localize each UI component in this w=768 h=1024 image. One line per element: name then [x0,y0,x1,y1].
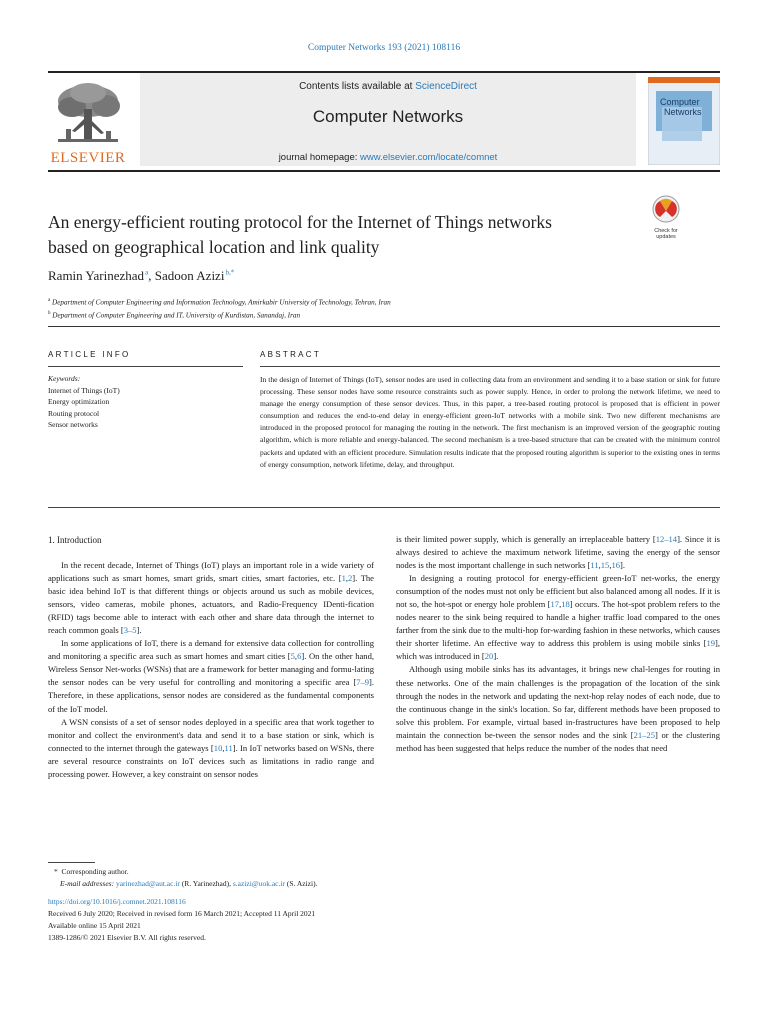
citation-link[interactable]: 20 [484,651,494,662]
citation-link[interactable]: 7–9 [356,677,370,688]
author-list [48,268,234,284]
email-link-1[interactable]: yarinezhad@aut.ac.ir [115,879,180,888]
paragraph-text: Although using mobile sinks has its advantages, it brings new chal-lenges for routing in these networks. One of the main challenges is the propagation of the location of the sink through the nodes in the network and updating the next-hop relay nodes of each node, due to the continuous change in the sink's location. So far, different methods have been proposed to solve this problem. For example, virtual based in-frastructures have been proposed to help maintain the connection be-tween the sensor nodes and the sink [ [396,664,720,740]
keywords-block [48,373,120,431]
citation-link[interactable]: 19 [706,638,716,649]
check-updates-icon [652,195,680,223]
body-paragraph [48,637,374,715]
paragraph-text: ]. In IoT networks based on WSNs, there are several resource constraints on IoT devices such as limitations in radio range and processing power. However, a key constraint on sensor nodes [48,742,374,779]
article-title [48,210,638,260]
section-heading-introduction: 1. Introduction [48,535,102,545]
check-label-line2: updates [656,234,676,240]
corresponding-author-note: * Corresponding author. [54,867,129,876]
publisher-wordmark: ELSEVIER [50,150,126,166]
citation-link[interactable]: 18 [561,599,570,610]
paragraph-text: ]. The basic idea behind IoT is that different things or objects around us such as mobile devices, sensors, video cameras, mobile phones, actuators, and Radio-Frequency IDenti-fication (RFID) tags become able to interact with each other and share data through the internet to reach common goals [ [48,573,374,636]
affiliation-item [48,295,391,308]
article-title-line1: An energy-efficient routing protocol for the Internet of Things networks [48,212,552,232]
paragraph-text: ]. Since it is always desired to achieve the maximum network lifetime, saving the energy of the sensor nodes is the most important challenge in such networks [ [396,534,720,571]
citation-link[interactable]: 5 [290,651,295,662]
header-divider [48,326,720,327]
citation-link[interactable]: 10 [213,742,223,753]
article-info-divider [48,366,243,367]
citation-link[interactable]: 17 [550,599,560,610]
email-label: E-mail addresses: [60,879,115,888]
abstract-bottom-divider [48,507,720,508]
check-for-updates-label [646,228,686,240]
journal-homepage [140,152,636,163]
paragraph-text: is their limited power supply, which is generally an irreplaceable battery [ [396,534,656,544]
available-online: Available online 15 April 2021 [48,921,141,930]
received-dates: Received 6 July 2020; Received in revised form 16 March 2021; Accepted 11 April 2021 [48,909,316,918]
affiliations [48,295,391,322]
citation-link[interactable]: 6 [297,651,302,662]
paragraph-text: , [345,573,348,584]
author-affiliation-marker[interactable]: a [145,268,149,277]
homepage-link[interactable]: www.elsevier.com/locate/comnet [360,152,498,163]
author-separator: , [148,268,155,283]
paragraph-text: , [559,599,562,610]
body-paragraph [48,716,374,781]
paragraph-text: ], which was introduced in [ [396,638,720,662]
email-owner-1: (R. Yarinezhad), [179,879,233,888]
publication-info [48,896,315,944]
journal-reference[interactable]: Computer Networks 193 (2021) 108116 [307,43,461,53]
contents-line [140,81,636,92]
abstract-heading: ABSTRACT [260,350,322,359]
email-note [48,878,317,890]
keyword-item: Energy optimization [48,397,110,406]
affiliation-item [48,308,391,321]
body-paragraph [396,533,720,572]
paragraph-text: ]. Therefore, in these applications, sensor nodes are considered as the fundamental components of the IoT model. [48,677,374,714]
citation-link[interactable]: 12–14 [655,534,678,544]
keyword-item: Internet of Things (IoT) [48,385,120,395]
journal-cover-thumbnail[interactable] [648,77,720,165]
body-paragraph [396,663,720,754]
paragraph-text: In designing a routing protocol for energy-efficient green-IoT net-works, the energy consumption of the nodes must not only be efficient but also balanced among all nodes. If it is not so, the hot-spot or energy hole problem [ [396,573,720,610]
affiliation-text: Department of Computer Engineering and IT, University of Kurdistan, Sanandaj, Iran [52,311,301,320]
corresponding-author-text: Corresponding author. [61,867,129,876]
paragraph-text: ] or the clustering method has been suggested that helps reduce the number of the nodes that need [396,729,720,753]
cover-title-line2: Networks [664,107,702,117]
citation-link[interactable]: 15 [600,560,610,571]
affiliation-text: Department of Computer Engineering and Information Technology, Amirkabir University of Technology, Tehran, Iran [52,298,391,307]
keywords-label: Keywords: [48,374,81,383]
body-column-right [396,533,720,755]
citation-link[interactable]: 11 [224,742,233,753]
author-name: Sadoon Azizi [154,268,225,283]
paragraph-text: In some applications of IoT, there is a demand for extensive data collection for controlling and monitoring a specific area such as smart homes and smart cities [ [48,638,374,662]
paragraph-text: ]. [493,651,499,662]
footnote-divider [48,862,95,863]
body-paragraph [396,572,720,663]
email-link-2[interactable]: s.azizi@uok.ac.ir [232,879,285,888]
doi-link[interactable]: https://doi.org/10.1016/j.comnet.2021.108116 [48,897,186,906]
keyword-item: Routing protocol [48,408,100,418]
check-label-line1: Check for [654,228,678,234]
paragraph-text: , [294,651,298,662]
copyright-line: 1389-1286/© 2021 Elsevier B.V. All rights reserved. [48,933,206,942]
homepage-prefix: journal homepage: [278,152,361,163]
contents-prefix: Contents lists available at [299,81,416,92]
citation-link[interactable]: 3–5 [123,625,137,636]
citation-link[interactable]: 11 [590,560,599,571]
paragraph-text: In the recent decade, Internet of Things (IoT) plays an important role in a wide variety of applications such as smart homes, smart grids, smart cities, smart factories, etc. [ [48,560,374,584]
footnotes [48,866,317,890]
journal-info-box [140,73,636,166]
citation-link[interactable]: 21–25 [633,729,655,740]
article-info-heading: ARTICLE INFO [48,350,131,359]
citation-link[interactable]: 16 [611,560,621,571]
journal-title: Computer Networks [312,107,464,126]
author-name: Ramin Yarinezhad [48,268,145,283]
article-title-line2: based on geographical location and link quality [48,237,380,257]
paragraph-text: ]. [620,560,625,571]
abstract-text: In the design of Internet of Things (IoT), sensor nodes are used in collecting data from an environment and sending it to a base station or sink for future processing. These sensor nodes have some resource constraints such as power supply. Hence, in order to prolong the network lifetime, we need to manage the energy consumption of these sensor devices. Thus, in this paper, a tree-based routing protocol is proposed that is efficient in power consumption and reduces the end-to-end delay in energy-efficient green-IoT networks with a mobile sink. Two new different mechanisms are introduced in the proposed protocol for managing the routing in the network. The first mechanism is an improved version of the geographic routing algorithm, which is more reliable and energy-balanced. The second mechanism is a tree-based structure that can be created with the minimum control packets and updated with an efficient procedure. Simulation results indicate that the proposed routing algorithm is superior to the existing ones in terms of energy consumption, network lifetime, delay, and throughput. [260,375,720,469]
check-for-updates-badge[interactable] [646,195,686,240]
paragraph-text: A WSN consists of a set of sensor nodes deployed in a specific area that work together to monitor and collect the environment's data and send it to a base station or sink, which is connected to the internet through the gateways [ [48,716,374,753]
paragraph-text: ]. [136,625,142,636]
abstract-divider [260,366,720,367]
citation-link[interactable]: 2 [347,573,353,584]
body-column-left [48,559,374,781]
paragraph-text: , [598,560,601,571]
sciencedirect-link[interactable]: ScienceDirect [415,81,477,92]
citation-link[interactable]: 1 [341,573,346,584]
paragraph-text: ] occurs. The hot-spot problem refers to the nodes nearer to the sink being required to handle a higher traffic load compared to the ones farther from the sink due to the multi-hop for-warding fashion in these networks, which causes their shorter lifetime. An effective way to address this problem is using mobile sinks [ [396,599,720,649]
paragraph-text: , [609,560,612,571]
body-paragraph [48,559,374,637]
journal-masthead [48,71,720,172]
affiliation-marker: a [48,298,51,303]
author-affiliation-marker[interactable]: b,* [225,268,235,277]
paragraph-text: , [222,742,225,753]
paragraph-text: ]. On the other hand, Wireless Sensor Net-works (WSNs) that are a framework for better managing and formu-lating the sensor nodes can be very useful for controlling and monitoring a specific area [ [48,651,374,688]
email-owner-2: (S. Azizi). [284,879,318,888]
cover-title-line1: Computer [660,97,700,107]
keyword-item: Sensor networks [48,420,98,429]
affiliation-marker: b [48,311,51,317]
